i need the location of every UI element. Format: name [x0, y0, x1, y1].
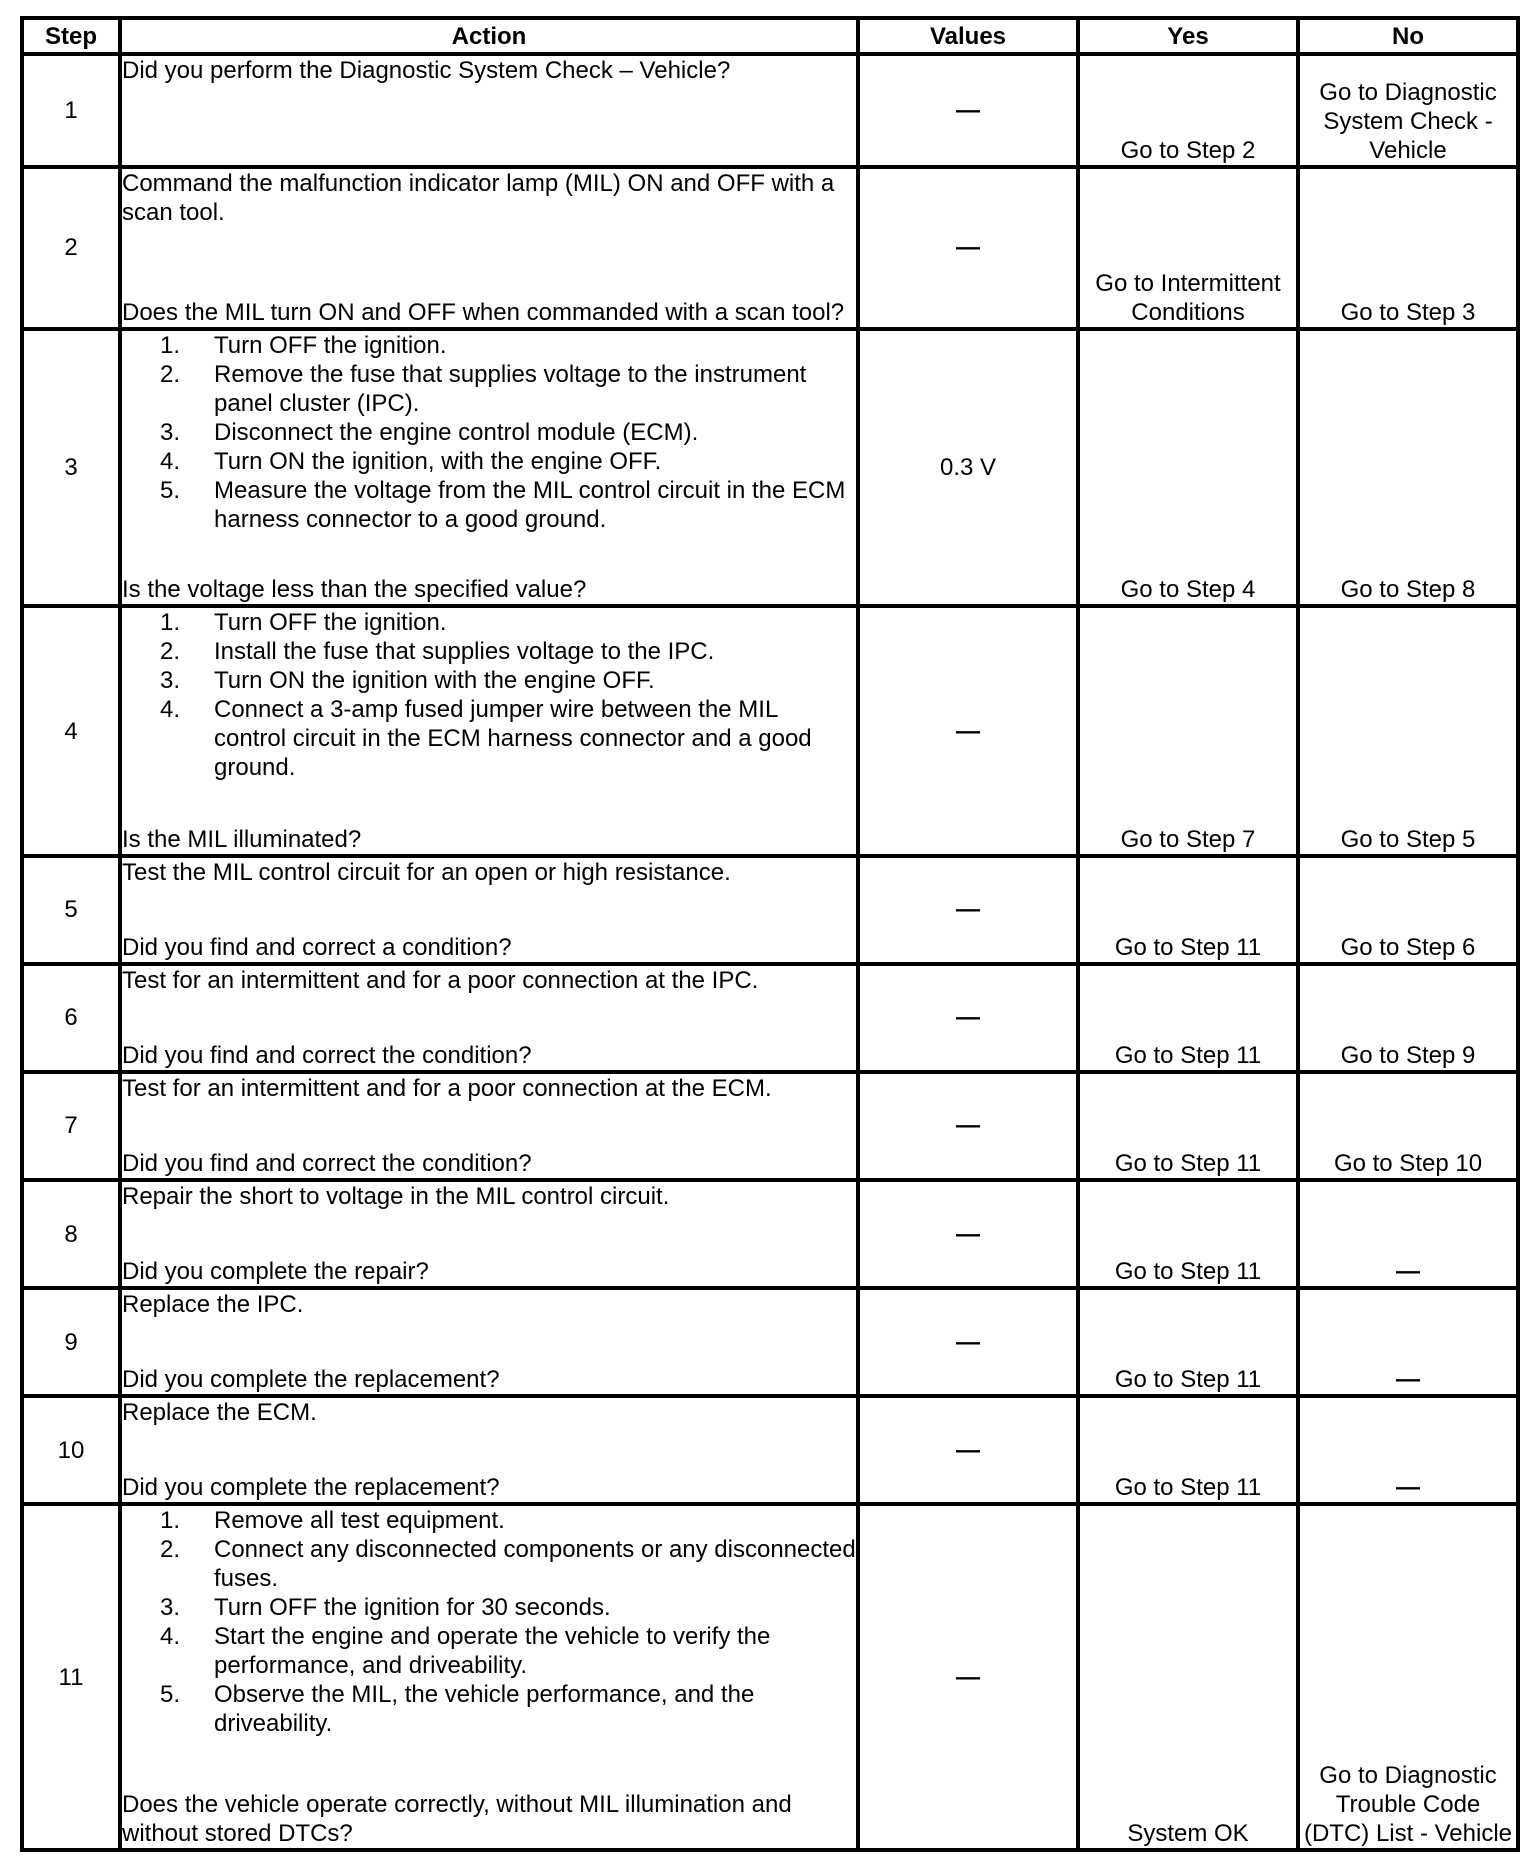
action-step-number: 5. [160, 477, 181, 505]
step-number: 7 [22, 1072, 120, 1180]
action-step-item [160, 418, 856, 447]
step-number: 4 [22, 606, 120, 855]
values-cell: — [858, 1180, 1078, 1288]
action-content [122, 169, 856, 327]
no-cell: Go to Diagnostic Trouble Code (DTC) List - Vehicle [1298, 1504, 1518, 1850]
action-content [122, 608, 856, 853]
action-top [122, 608, 856, 782]
action-question: Does the vehicle operate correctly, without MIL illumination and without stored DTCs? [122, 1791, 792, 1847]
action-cell [120, 1504, 858, 1850]
step-number: 6 [22, 964, 120, 1072]
action-instruction: Repair the short to voltage in the MIL control circuit. [122, 1182, 670, 1210]
action-top [122, 1074, 856, 1103]
step-number: 9 [22, 1288, 120, 1396]
action-question: Did you complete the replacement? [122, 1366, 500, 1394]
action-step-number: 4. [160, 696, 181, 724]
action-step-number: 5. [160, 1681, 181, 1709]
action-cell [120, 1072, 858, 1180]
no-cell: Go to Step 9 [1298, 964, 1518, 1072]
action-cell [120, 606, 858, 855]
action-step-item [160, 331, 856, 360]
values-cell: — [858, 1396, 1078, 1504]
action-top [122, 169, 856, 227]
action-step-item [160, 637, 856, 666]
step-number: 1 [22, 54, 120, 167]
yes-cell: Go to Step 11 [1078, 1180, 1298, 1288]
action-step-text: Turn ON the ignition with the engine OFF. [214, 667, 655, 695]
action-top [122, 858, 856, 887]
action-step-number: 1. [160, 609, 181, 637]
action-step-number: 2. [160, 361, 181, 389]
table-row [22, 856, 1518, 964]
action-content [122, 1182, 856, 1286]
action-cell [120, 1396, 858, 1504]
action-question: Is the voltage less than the specified value? [122, 576, 587, 604]
no-cell: — [1298, 1180, 1518, 1288]
header-row [22, 18, 1518, 54]
values-cell: — [858, 167, 1078, 329]
action-question: Does the MIL turn ON and OFF when commanded with a scan tool? [122, 299, 845, 327]
action-step-text: Measure the voltage from the MIL control circuit in the ECM harness connector to a good ground. [214, 477, 846, 534]
action-question: Did you complete the repair? [122, 1258, 429, 1286]
action-content [122, 1506, 856, 1848]
action-question: Did you find and correct the condition? [122, 1041, 532, 1069]
table-row [22, 329, 1518, 606]
action-cell [120, 964, 858, 1072]
yes-cell: Go to Step 11 [1078, 1288, 1298, 1396]
action-question: Is the MIL illuminated? [122, 825, 362, 853]
yes-cell: Go to Step 11 [1078, 856, 1298, 964]
table-row [22, 964, 1518, 1072]
action-question: Did you find and correct the condition? [122, 1149, 532, 1177]
action-top [122, 1506, 856, 1738]
yes-cell: Go to Intermittent Conditions [1078, 167, 1298, 329]
action-instruction: Replace the IPC. [122, 1291, 304, 1319]
yes-cell: Go to Step 11 [1078, 1072, 1298, 1180]
action-content [122, 858, 856, 962]
action-top [122, 1398, 856, 1427]
action-question: Did you find and correct a condition? [122, 933, 512, 961]
values-cell: — [858, 606, 1078, 855]
action-step-number: 1. [160, 1507, 181, 1535]
action-top [122, 331, 856, 534]
action-step-text: Connect a 3-amp fused jumper wire between the MIL control circuit in the ECM harness connector and a good ground. [214, 696, 812, 782]
action-top [122, 1290, 856, 1319]
step-number: 3 [22, 329, 120, 606]
yes-cell: Go to Step 4 [1078, 329, 1298, 606]
step-number: 10 [22, 1396, 120, 1504]
table-row [22, 1504, 1518, 1850]
yes-cell: Go to Step 11 [1078, 1396, 1298, 1504]
header-values: Values [858, 18, 1078, 54]
action-step-text: Start the engine and operate the vehicle to verify the performance, and driveability. [214, 1623, 771, 1680]
values-cell: — [858, 964, 1078, 1072]
table-row [22, 167, 1518, 329]
action-top [122, 56, 856, 85]
action-step-list [160, 1506, 856, 1738]
values-cell: — [858, 54, 1078, 167]
action-cell [120, 1180, 858, 1288]
step-number: 2 [22, 167, 120, 329]
action-step-item [160, 447, 856, 476]
action-instruction: Test for an intermittent and for a poor connection at the IPC. [122, 966, 759, 994]
action-step-text: Turn OFF the ignition. [214, 609, 447, 637]
action-instruction: Test for an intermittent and for a poor connection at the ECM. [122, 1074, 772, 1102]
action-step-list [160, 608, 856, 782]
no-cell: — [1298, 1288, 1518, 1396]
action-cell [120, 856, 858, 964]
yes-cell: Go to Step 2 [1078, 54, 1298, 167]
action-step-list [160, 331, 856, 534]
action-content [122, 1074, 856, 1178]
action-cell [120, 54, 858, 167]
action-step-text: Connect any disconnected components or any disconnected fuses. [214, 1536, 856, 1593]
action-step-text: Remove the fuse that supplies voltage to the instrument panel cluster (IPC). [214, 361, 807, 418]
header-no: No [1298, 18, 1518, 54]
action-step-item [160, 695, 856, 782]
action-step-number: 2. [160, 1536, 181, 1564]
yes-cell: System OK [1078, 1504, 1298, 1850]
action-instruction: Command the malfunction indicator lamp (MIL) ON and OFF with a scan tool. [122, 169, 835, 226]
table-body [22, 54, 1518, 1850]
step-number: 8 [22, 1180, 120, 1288]
action-step-text: Observe the MIL, the vehicle performance, and the driveability. [214, 1681, 755, 1738]
header-action: Action [120, 18, 858, 54]
action-step-item [160, 360, 856, 418]
action-top [122, 966, 856, 995]
no-cell: Go to Step 3 [1298, 167, 1518, 329]
action-instruction: Did you perform the Diagnostic System Check – Vehicle? [122, 57, 731, 84]
action-step-number: 1. [160, 332, 181, 360]
action-step-number: 3. [160, 419, 181, 447]
header-step: Step [22, 18, 120, 54]
action-step-number: 4. [160, 448, 181, 476]
action-step-item [160, 666, 856, 695]
table-row [22, 1180, 1518, 1288]
header-yes: Yes [1078, 18, 1298, 54]
no-cell: Go to Step 10 [1298, 1072, 1518, 1180]
action-step-text: Disconnect the engine control module (ECM). [214, 419, 699, 447]
action-content [122, 56, 856, 165]
action-question: Did you complete the replacement? [122, 1474, 500, 1502]
action-step-number: 4. [160, 1623, 181, 1651]
action-step-item [160, 1680, 856, 1738]
table-row [22, 606, 1518, 855]
action-instruction: Replace the ECM. [122, 1399, 317, 1427]
table-row [22, 54, 1518, 167]
values-cell: 0.3 V [858, 329, 1078, 606]
action-cell [120, 167, 858, 329]
action-step-text: Turn OFF the ignition. [214, 332, 447, 360]
no-cell: Go to Step 6 [1298, 856, 1518, 964]
no-cell: — [1298, 1396, 1518, 1504]
table-row [22, 1288, 1518, 1396]
action-content [122, 1290, 856, 1394]
action-step-item [160, 1593, 856, 1622]
action-top [122, 1182, 856, 1211]
action-content [122, 331, 856, 604]
action-content [122, 966, 856, 1070]
no-cell: Go to Step 5 [1298, 606, 1518, 855]
action-step-text: Remove all test equipment. [214, 1507, 505, 1535]
yes-cell: Go to Step 11 [1078, 964, 1298, 1072]
action-step-number: 2. [160, 638, 181, 666]
step-number: 11 [22, 1504, 120, 1850]
diagnostic-table [20, 16, 1520, 1852]
diagnostic-table-page [20, 16, 1516, 1852]
no-cell: Go to Step 8 [1298, 329, 1518, 606]
action-step-text: Turn OFF the ignition for 30 seconds. [214, 1594, 611, 1622]
table-row [22, 1072, 1518, 1180]
action-step-item [160, 608, 856, 637]
table-row [22, 1396, 1518, 1504]
action-step-item [160, 1506, 856, 1535]
action-instruction: Test the MIL control circuit for an open or high resistance. [122, 858, 731, 886]
action-cell [120, 1288, 858, 1396]
action-step-item [160, 1535, 856, 1593]
values-cell: — [858, 856, 1078, 964]
action-step-item [160, 1622, 856, 1680]
values-cell: — [858, 1288, 1078, 1396]
action-step-text: Turn ON the ignition, with the engine OFF. [214, 448, 662, 476]
values-cell: — [858, 1072, 1078, 1180]
action-step-number: 3. [160, 1594, 181, 1622]
action-step-text: Install the fuse that supplies voltage to the IPC. [214, 638, 715, 666]
no-cell: Go to Diagnostic System Check - Vehicle [1298, 54, 1518, 167]
action-step-number: 3. [160, 667, 181, 695]
values-cell: — [858, 1504, 1078, 1850]
step-number: 5 [22, 856, 120, 964]
action-step-item [160, 476, 856, 534]
action-content [122, 1398, 856, 1502]
action-cell [120, 329, 858, 606]
yes-cell: Go to Step 7 [1078, 606, 1298, 855]
